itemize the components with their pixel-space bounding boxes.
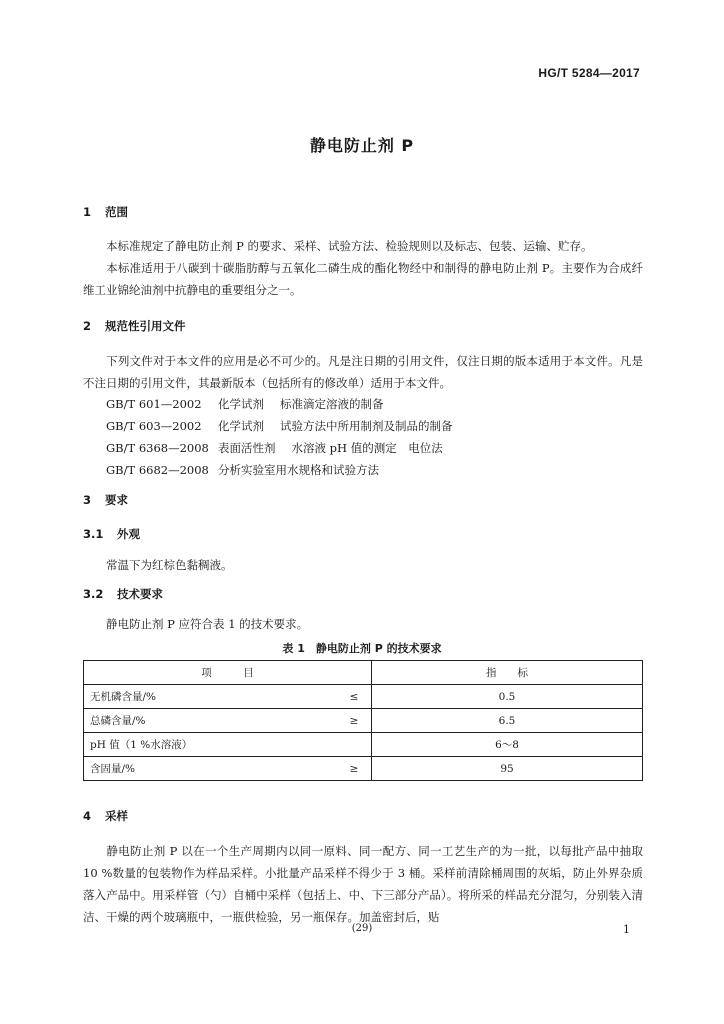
table-row: 总磷含量/% ≥ 6.5 <box>84 709 643 733</box>
header-item: 项 目 <box>84 661 372 685</box>
table-row: pH 值（1 %水溶液） 6～8 <box>84 733 643 757</box>
technical-requirements-table <box>83 660 643 781</box>
section-4-para-1: 静电防止剂 P 以在一个生产周期内以同一原料、同一配方、同一工艺生产的为一批，以每批产品中抽取 10 %数量的包装物作为样品采样。小批量产品采样不得少于 3 桶。采样前清除桶周围的灰垢，防止外界杂质落入产品中。用采样管（勺）自桶中采样（包括上、中、下三部分产品）。将所采的样品充分混匀，分别装入清洁、干燥的两个玻璃瓶中，一瓶供检验，另一瓶保存。加盖密封后，贴 <box>83 844 643 924</box>
section-3-heading: 3 要求 <box>83 493 128 507</box>
table-row: 无机磷含量/% ≤ 0.5 <box>84 685 643 709</box>
table-row: 含固量/% ≥ 95 <box>84 757 643 781</box>
reference-item: GB/T 603—2002 化学试剂 试验方法中所用制剂及制品的制备 <box>106 419 453 433</box>
section-3-1-heading: 3.1 外观 <box>83 527 140 541</box>
section-1-para-1: 本标准规定了静电防止剂 P 的要求、采样、试验方法、检验规则以及标志、包装、运输、贮存。 <box>106 239 593 253</box>
reference-item: GB/T 6368—2008 表面活性剂 水溶液 pH 值的测定 电位法 <box>106 441 443 455</box>
page-number-right: 1 <box>623 923 630 936</box>
table-header-row <box>84 661 643 685</box>
section-3-1-para: 常温下为红棕色黏稠液。 <box>106 558 233 572</box>
section-2-para-1: 下列文件对于本文件的应用是必不可少的。凡是注日期的引用文件，仅注日期的版本适用于本文件。凡是不注日期的引用文件，其最新版本（包括所有的修改单）适用于本文件。 <box>83 354 643 390</box>
section-1-heading: 1 范围 <box>83 205 128 219</box>
reference-item: GB/T 601—2002 化学试剂 标准滴定溶液的制备 <box>106 397 384 411</box>
standard-code: HG/T 5284—2017 <box>538 66 640 80</box>
section-3-2-heading: 3.2 技术要求 <box>83 587 163 601</box>
page-number-center: (29) <box>351 923 373 934</box>
header-value: 指 标 <box>372 661 643 685</box>
section-2-heading: 2 规范性引用文件 <box>83 319 186 333</box>
section-4-heading: 4 采样 <box>83 809 128 823</box>
table-1-caption: 表 1 静电防止剂 P 的技术要求 <box>282 642 442 655</box>
section-3-2-para: 静电防止剂 P 应符合表 1 的技术要求。 <box>106 617 309 631</box>
reference-item: GB/T 6682—2008 分析实验室用水规格和试验方法 <box>106 463 379 477</box>
document-title: 静电防止剂 P <box>309 136 415 155</box>
section-1-para-2: 本标准适用于八碳到十碳脂肪醇与五氧化二磷生成的酯化物经中和制得的静电防止剂 P。主要作为合成纤维工业锦纶油剂中抗静电的重要组分之一。 <box>83 261 643 297</box>
